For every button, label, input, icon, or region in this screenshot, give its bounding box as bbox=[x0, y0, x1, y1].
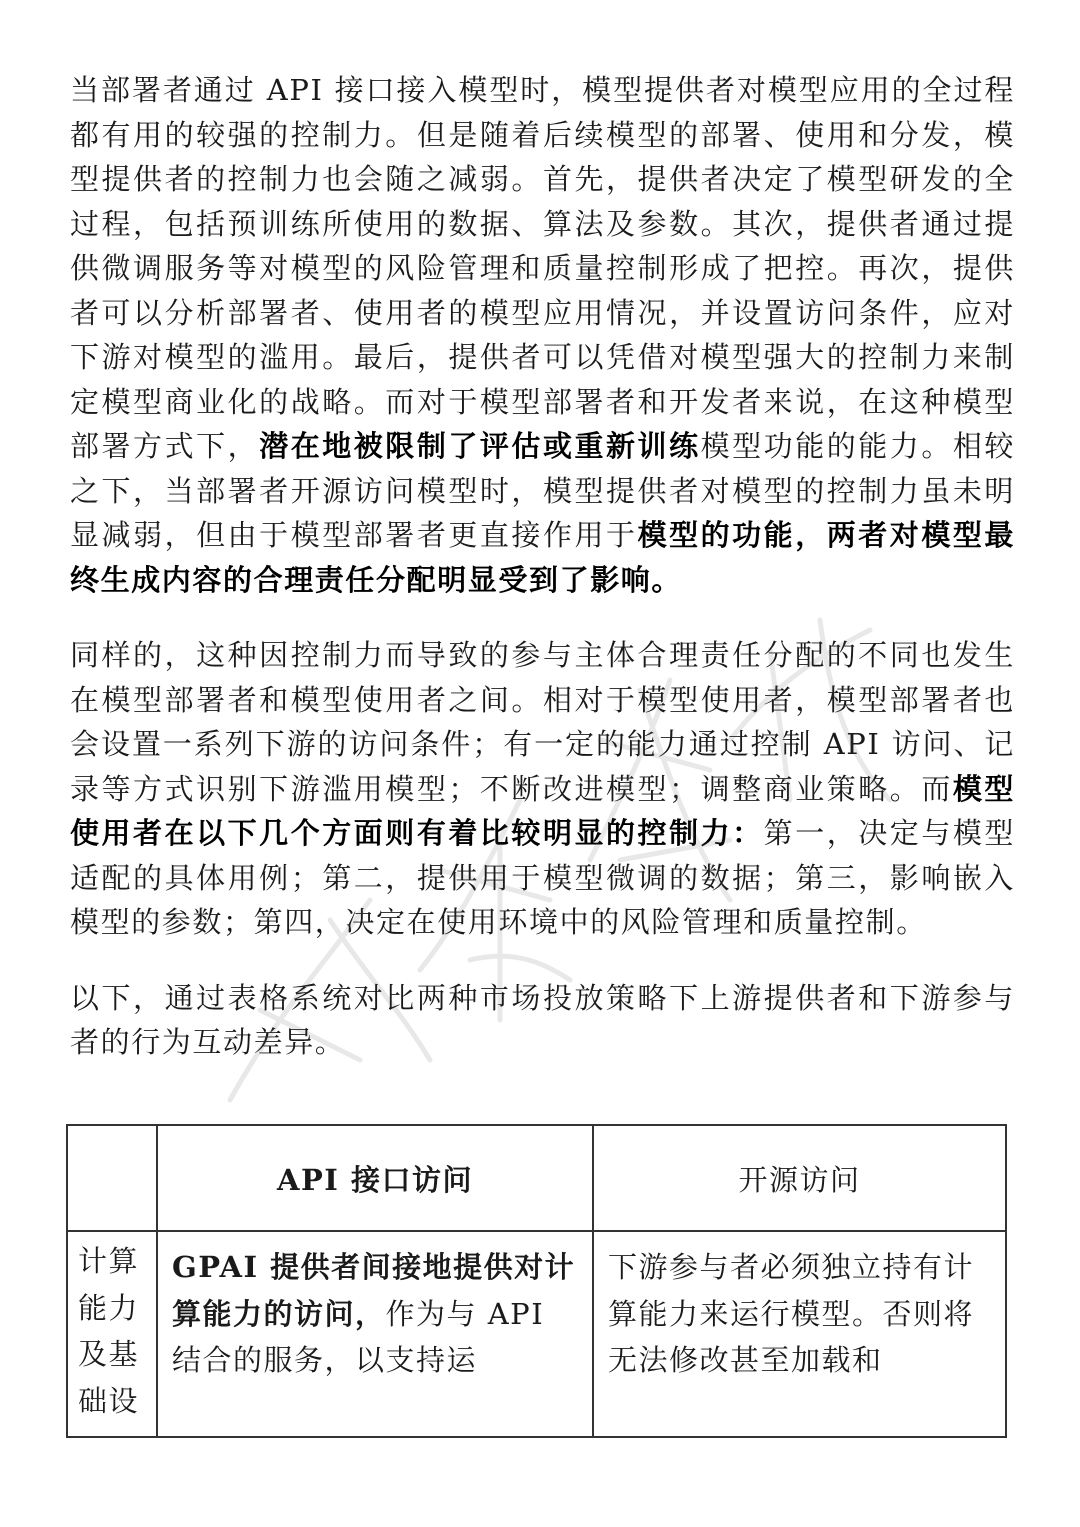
paragraph-text: 同样的，这种因控制力而导致的参与主体合理责任分配的不同也发生在模型部署者和模型使用者之间。相对于模型使用者，模型部署者也会设置一系列下游的访问条件；有一定的能力通过控制 API 访问、记录等方式识别下游滥用模型；不断改进模型；调整商业策略。而 bbox=[70, 638, 1015, 806]
table-cell-text: 作为与 API 结合的服务，以支持运 bbox=[172, 1296, 545, 1377]
table-cell-api bbox=[157, 1231, 593, 1437]
table-header-row bbox=[67, 1125, 1006, 1231]
paragraph-text: 以下，通过表格系统对比两种市场投放策略下上游提供者和下游参与者的行为互动差异。 bbox=[70, 980, 1015, 1059]
paragraph-text: 第一，决定与模型适配的具体用例；第二，提供用于模型微调的数据；第三，影响嵌入模型的参数；第四，决定在使用环境中的风险管理和质量控制。 bbox=[70, 816, 1015, 939]
paragraph-text: 模型功能的能力。相较之下，当部署者开源访问模型时，模型提供者对模型的控制力虽未明显减弱，但由于模型部署者更直接作用于 bbox=[70, 429, 1015, 552]
table-cell-emphasis: GPAI 提供者间接地提供对计算能力的访问， bbox=[172, 1250, 576, 1331]
table-row bbox=[67, 1231, 1006, 1437]
table-header-open-source-access: 开源访问 bbox=[593, 1125, 1006, 1231]
paragraph-control-comparison bbox=[70, 68, 1015, 602]
comparison-table bbox=[66, 1124, 1007, 1438]
table-row-label: 计算能力及基础设 bbox=[67, 1231, 157, 1437]
paragraph-text: 当部署者通过 API 接口接入模型时，模型提供者对模型应用的全过程都有用的较强的控制力。但是随着后续模型的部署、使用和分发，模型提供者的控制力也会随之减弱。首先，提供者决定了模型研发的全过程，包括预训练所使用的数据、算法及参数。其次，提供者通过提供微调服务等对模型的风险管理和质量控制形成了把控。再次，提供者可以分析部署者、使用者的模型应用情况，并设置访问条件，应对下游对模型的滥用。最后，提供者可以凭借对模型强大的控制力来制定模型商业化的战略。而对于模型部署者和开发者来说，在这种模型部署方式下， bbox=[70, 73, 1015, 463]
paragraph-table-intro bbox=[70, 976, 1015, 1065]
table-header-blank bbox=[67, 1125, 157, 1231]
paragraph-emphasis: 潜在地被限制了评估或重新训练 bbox=[259, 429, 701, 463]
document-body bbox=[70, 68, 1015, 1065]
paragraph-emphasis: 模型的功能，两者对模型最终生成内容的合理责任分配明显受到了影响。 bbox=[70, 518, 1015, 597]
paragraph-emphasis: 模型使用者在以下几个方面则有着比较明显的控制力： bbox=[70, 771, 1015, 850]
paragraph-deployer-user bbox=[70, 633, 1015, 945]
table-header-api-access: API 接口访问 bbox=[157, 1125, 593, 1231]
table-cell-open-source: 下游参与者必须独立持有计算能力来运行模型。否则将无法修改甚至加载和 bbox=[593, 1231, 1006, 1437]
